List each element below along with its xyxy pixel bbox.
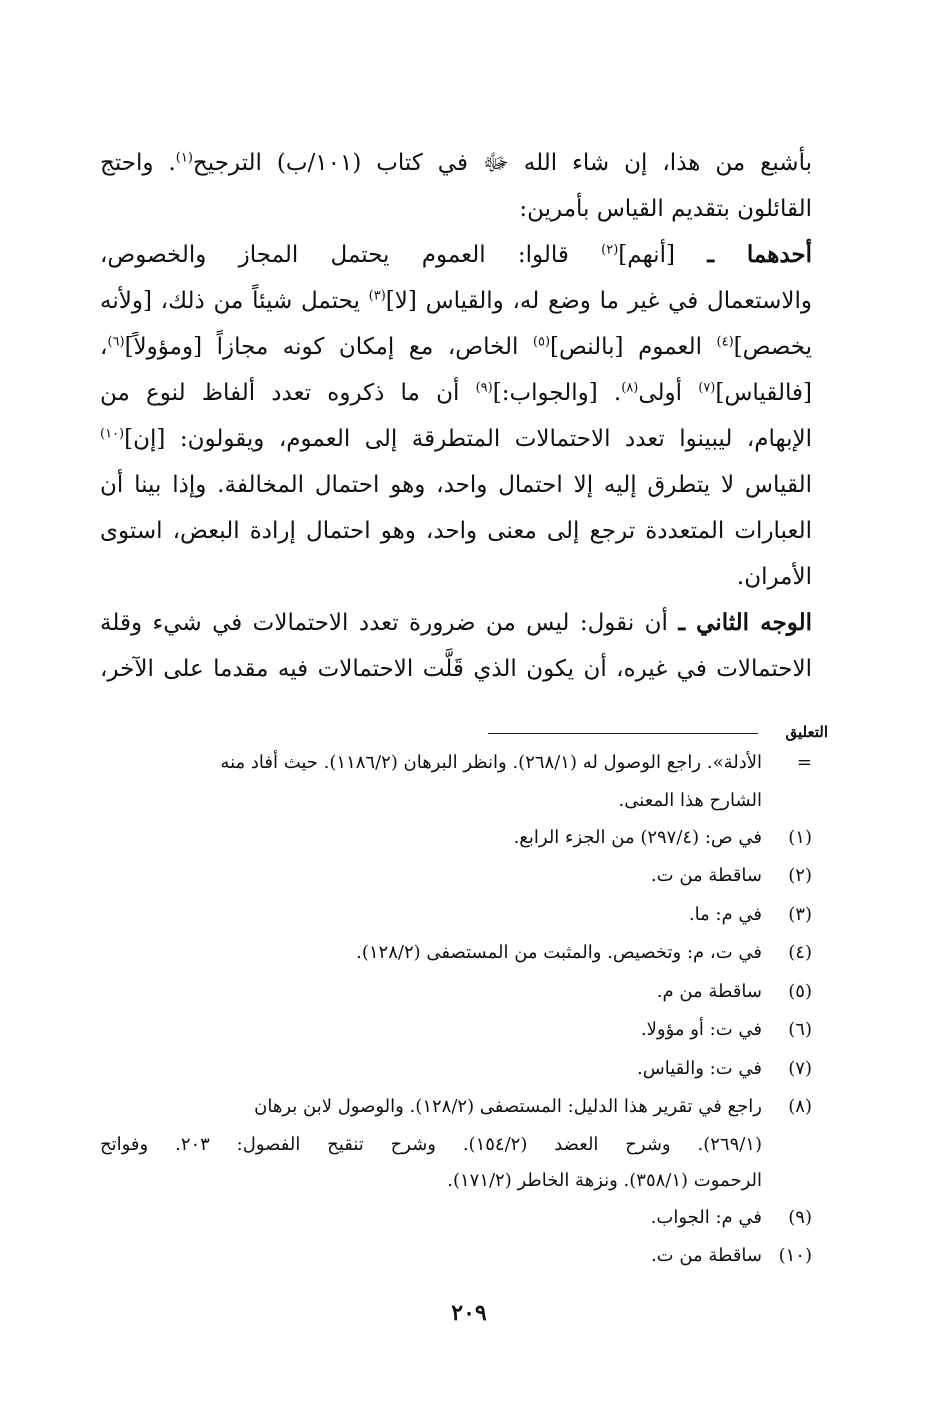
footnote-ref: (١)	[175, 150, 193, 166]
text-line	[100, 600, 812, 646]
footnote-number: (٢)	[788, 865, 812, 886]
text-line	[100, 462, 812, 508]
footnote-separator	[488, 722, 828, 742]
text-line	[100, 186, 812, 232]
text-segment: قالوا: العموم يحتمل المجاز والخصوص،	[100, 242, 602, 268]
text-line	[100, 646, 812, 692]
footnote-continuation	[100, 744, 812, 783]
footnote-text: ساقطة من ت.	[650, 865, 762, 886]
footnote-text: في ت: والقياس.	[637, 1057, 762, 1079]
footnote-text: ساقطة من م.	[656, 980, 762, 1002]
footnote-text: الأدلة». راجع الوصول له (٢٦٨/١). وانظر البرهان (١١٨٦/٢). حيث أفاد منه	[220, 752, 762, 773]
footnote-text: ساقطة من ت.	[650, 1245, 762, 1266]
text-segment: يحتمل شيئاً من ذلك، [ولأنه	[100, 288, 369, 314]
footnote-item	[100, 973, 812, 1012]
section-heading: أحدهما ـ	[707, 241, 812, 268]
text-line	[100, 278, 812, 324]
text-segment: أن نقول: ليس من ضرورة تعدد الاحتمالات في شيء وقلة	[100, 610, 679, 636]
text-segment: الخاص، مع إمكان كونه مجازاً [ومؤولاً]	[124, 334, 533, 360]
footnote-text: في م: الجواب.	[650, 1206, 762, 1228]
footnote-number: (٤)	[788, 942, 812, 963]
footnote-item	[100, 819, 812, 858]
footnote-number: (٥)	[788, 980, 812, 1002]
text-segment: الإبهام، ليبينوا تعدد الاحتمالات المتطرقة إلى العموم، ويقولون: [إن]	[124, 426, 812, 452]
footnote-item	[100, 896, 812, 935]
text-segment: العبارات المتعددة ترجع إلى معنى واحد، وهو احتمال إرادة البعض، استوى	[100, 518, 812, 544]
footnote-ref: (٢)	[601, 242, 619, 258]
footnote-number: (٧)	[788, 1057, 812, 1079]
text-line	[100, 416, 812, 462]
continuation-marker: =	[796, 752, 812, 773]
footnote-item	[100, 1088, 812, 1127]
text-segment: أولى	[638, 380, 699, 406]
text-segment: . واحتج	[100, 150, 176, 176]
footnote-number: (٨)	[788, 1096, 812, 1117]
footnote-text: في ت، م: وتخصيص. والمثبت من المستصفى (١٢٨/٢).	[356, 942, 762, 963]
footnote-text: راجع في تقرير هذا الدليل: المستصفى (١٢٨/٢). والوصول لابن برهان	[254, 1096, 762, 1117]
text-line	[100, 554, 812, 600]
text-segment: الاحتمالات في غيره، أن يكون الذي قَلَّت الاحتمالات فيه مقدما على الآخر،	[100, 656, 812, 682]
footnote-text: في م: ما.	[688, 903, 762, 925]
footnote-ref: (٤)	[716, 334, 734, 350]
footnote-ref: (٧)	[698, 380, 716, 396]
footnote-ref: (٨)	[621, 380, 639, 396]
page-number: ٢٠٩	[451, 1300, 487, 1326]
separator-rule	[488, 733, 758, 734]
text-segment: الأمران.	[736, 564, 812, 590]
text-segment: [أنهم]	[618, 242, 708, 268]
text-segment: القياس لا يتطرق إليه إلا احتمال واحد، وهو احتمال المخالفة. وإذا بينا أن	[100, 472, 812, 498]
footnote-item	[100, 1011, 812, 1050]
text-line	[100, 508, 812, 554]
footnote-text: في ص: (٢٩٧/٤) من الجزء الرابع.	[513, 826, 762, 848]
main-text	[100, 140, 812, 692]
footnote-number: (١٠)	[778, 1245, 812, 1266]
section-heading: الوجه الثاني ـ	[678, 609, 812, 636]
footnote-number: (٩)	[788, 1206, 812, 1228]
text-line	[100, 140, 812, 186]
footnote-text: الشارح هذا المعنى.	[618, 789, 762, 811]
footnote-ref: (١٠)	[100, 426, 125, 442]
footnote-ref: (٣)	[368, 288, 386, 304]
text-segment: بأشبع من هذا، إن شاء الله ﷻ في كتاب (١٠١/ب) الترجيح	[192, 150, 812, 176]
footnote-ref: (٩)	[475, 380, 493, 396]
text-segment: أن ما ذكروه تعدد ألفاظ لنوع من	[100, 380, 476, 406]
footnote-item	[100, 934, 812, 973]
separator-label: التعليق	[785, 723, 828, 741]
footnote-number: (٦)	[788, 1019, 812, 1040]
footnote-number: (١)	[788, 826, 812, 848]
text-segment: العموم [بالنص]	[550, 334, 717, 360]
footnotes	[100, 744, 812, 1276]
footnote-ref: (٥)	[532, 334, 551, 350]
text-segment: والاستعمال في غير ما وضع له، والقياس [لا]	[385, 288, 812, 314]
footnote-number: (٣)	[788, 903, 812, 925]
text-segment: القائلون بتقديم القياس بأمرين:	[519, 196, 812, 222]
text-line	[100, 370, 812, 416]
footnote-item	[100, 1050, 812, 1089]
footnote-text: في ت: أو مؤولا.	[640, 1019, 762, 1040]
footnote-text: (٢٦٩/١). وشرح العضد (١٥٤/٢). وشرح تنقيح الفصول: ٢٠٣. وفواتح	[100, 1133, 763, 1155]
footnote-ref: (٦)	[107, 334, 125, 350]
text-segment: ،	[100, 334, 108, 360]
text-segment: . [والجواب:]	[492, 380, 622, 406]
footnote-item	[100, 1237, 812, 1276]
footnote-item	[100, 1199, 812, 1238]
text-line	[100, 232, 812, 278]
footnote-text: الرحموت (٣٥٨/١). ونزهة الخاطر (١٧١/٢).	[447, 1169, 762, 1191]
text-segment: [فالقياس]	[715, 380, 812, 406]
footnote-item	[100, 857, 812, 896]
text-segment: يخصص]	[733, 334, 812, 360]
text-line	[100, 324, 812, 370]
